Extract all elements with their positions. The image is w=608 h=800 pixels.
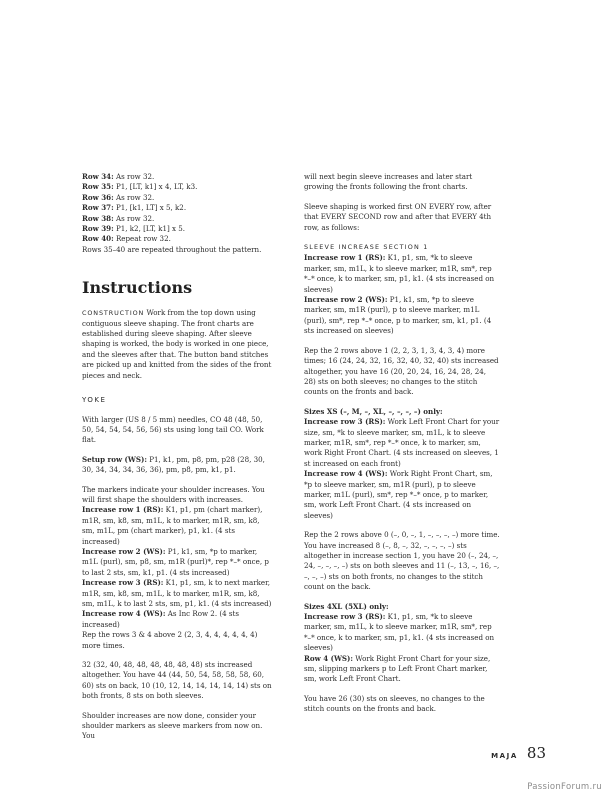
totals-paragraph: 32 (32, 40, 48, 48, 48, 48, 48, 48) sts increased altogether. You have 44 (44, 50, 54, 58, 58, 58, 60, 60) sts on back, 10 (10, 12, 14, 14, 14, 14, 14) sts on both fronts, 8 sts on both sleeves. bbox=[82, 660, 272, 701]
sizes-heading: Sizes XS (–, M, –, XL, –, –, –, –) only: bbox=[304, 406, 443, 416]
increase-row-1: Increase row 1 (RS): K1, p1, pm (chart marker), m1R, sm, k8, sm, m1L, k to marker, m1R, sm, k8, sm, m1L, pm (chart marker), p1, k1. (4 sts increased) bbox=[82, 505, 263, 546]
right-column bbox=[304, 172, 500, 715]
instructions-heading: Instructions bbox=[82, 278, 193, 298]
increase-row-2: Increase row 2 (WS): P1, k1, sm, *p to sleeve marker, sm, m1R (purl), p to sleeve marker, m1L (purl), sm*, rep *–* once, p to marker, sm, k1, p1. (4 sts increased on sleeves) bbox=[304, 295, 492, 336]
page-number: 83 bbox=[526, 744, 546, 762]
yoke-intro: With larger (US 8 / 5 mm) needles, CO 48 (48, 50, 50, 54, 54, 54, 56, 56) sts using long tail CO. Work flat. bbox=[82, 414, 264, 445]
row-line: Row 39: P1, k2, [LT, k1] x 5. bbox=[82, 224, 186, 234]
continuation-paragraph: will next begin sleeve increases and later start growing the fronts following the front charts. bbox=[304, 172, 473, 192]
construction-paragraph: CONSTRUCTION Work from the top down using contiguous sleeve shaping. The front charts are established during sleeve shaping. After sleeve shaping is worked, the body is worked in one piece, and the sleeves after that. The button band stitches are picked up and knitted from the sides of the front pieces and neck. bbox=[82, 308, 272, 380]
increase-row-2: Increase row 2 (WS): P1, k1, sm, *p to marker, m1L (purl), sm, p8, sm, m1R (purl)*, rep *–* once, p to last 2 sts, sm, k1, p1. (4 sts increased) bbox=[82, 546, 269, 577]
increase-row-4: Increase row 4 (WS): Work Right Front Chart, sm, *p to sleeve marker, sm, m1R (purl), p to sleeve marker, m1L (purl), sm*, rep *–* once, p to marker, sm, work Left Front Chart. (4 sts increased on sleeves) bbox=[304, 469, 493, 520]
yoke-heading: YOKE bbox=[82, 396, 107, 405]
increase-row-4: Increase row 4 (WS): As Inc Row 2. (4 sts increased) bbox=[82, 609, 240, 629]
row-line: Row 38: As row 32. bbox=[82, 213, 155, 223]
page-footer bbox=[491, 744, 546, 762]
setup-row: Setup row (WS): P1, k1, pm, p8, pm, p28 (28, 30, 30, 34, 34, 34, 36, 36), pm, p8, pm, k1, p1. bbox=[82, 454, 265, 475]
left-column bbox=[82, 172, 272, 742]
increase-row-3: Increase row 3 (RS): Work Left Front Chart for your size, sm, *k to sleeve marker, sm, m1L, k to sleeve marker, m1R, sm*, rep *–* once, k to marker, sm, work Right Front Chart. (4 sts increased on sleeves, 1 st increased on each front) bbox=[304, 417, 500, 468]
row-list bbox=[82, 172, 272, 255]
final-paragraph: You have 26 (30) sts on sleeves, no changes to the stitch counts on the fronts and back. bbox=[304, 693, 485, 714]
watermark: PassionForum.ru bbox=[527, 782, 602, 792]
sizes-heading-2: Sizes 4XL (5XL) only: bbox=[304, 601, 389, 611]
rows-note: Rows 35–40 are repeated throughout the pattern. bbox=[82, 244, 262, 254]
markers-paragraph: The markers indicate your shoulder increases. You will first shape the shoulders with increases. bbox=[82, 484, 265, 504]
row-line: Row 40: Repeat row 32. bbox=[82, 234, 171, 244]
construction-label: CONSTRUCTION bbox=[82, 309, 145, 318]
increase-row-3b: Increase row 3 (RS): K1, p1, sm, *k to sleeve marker, sm, m1L, k to sleeve marker, m1R, sm*, rep *–* once, k to marker, sm, p1, k1. (4 sts increased on sleeves) bbox=[304, 612, 495, 653]
row-4b: Row 4 (WS): Work Right Front Chart for your size, sm, slipping markers p to Left Front Chart marker, sm, work Left Front Chart. bbox=[304, 653, 491, 684]
increase-row-1: Increase row 1 (RS): K1, p1, sm, *k to sleeve marker, sm, m1L, k to sleeve marker, m1R, sm*, rep *–* once, k to marker, sm, p1, k1. (4 sts increased on sleeves) bbox=[304, 253, 495, 294]
repeat-paragraph: Rep the rows 3 & 4 above 2 (2, 3, 4, 4, 4, 4, 4, 4) more times. bbox=[82, 630, 258, 650]
increase-row-3: Increase row 3 (RS): K1, p1, sm, k to next marker, m1R, sm, k8, sm, m1L, k to marker, m1R, sm, k8, sm, m1L, k to last 2 sts, sm, p1, k1. (4 sts increased) bbox=[82, 578, 272, 608]
row-line: Row 34: As row 32. bbox=[82, 172, 155, 181]
row-line: Row 35: P1, [LT, k1] x 4, LT, k3. bbox=[82, 182, 198, 192]
shoulder-paragraph: Shoulder increases are now done, consider your shoulder markers as sleeve markers from now on. You bbox=[82, 710, 263, 741]
row-line: Row 37: P1, [k1, LT] x 5, k2. bbox=[82, 203, 187, 213]
brand-name: MAJA bbox=[491, 752, 518, 760]
row-line: Row 36: As row 32. bbox=[82, 192, 155, 202]
section-heading: SLEEVE INCREASE SECTION 1 bbox=[304, 243, 429, 252]
shaping-paragraph: Sleeve shaping is worked first ON EVERY row, after that EVERY SECOND row and after that EVERY 4th row, as follows: bbox=[304, 201, 492, 232]
repeat-paragraph-2: Rep the 2 rows above 0 (–, 0, –, 1, –, –, –, –) more time. You have increased 8 (–, 8, –, 32, –, –, –, –) sts altogether in increase section 1, you have 20 (–, 24, –, 24, –, –, –, –) sts on both sleeves and 11 (–, 13, –, 16, –, –, –, –) sts on both fronts, no changes to the stitch count on the back. bbox=[304, 530, 500, 592]
repeat-paragraph: Rep the 2 rows above 1 (2, 2, 3, 1, 3, 4, 3, 4) more times; 16 (24, 24, 32, 16, 32, 40, 32, 40) sts increased altogether, you have 16 (20, 20, 24, 16, 24, 28, 24, 28) sts on both sleeves; no changes to the stitch counts on the fronts and back. bbox=[304, 345, 499, 397]
